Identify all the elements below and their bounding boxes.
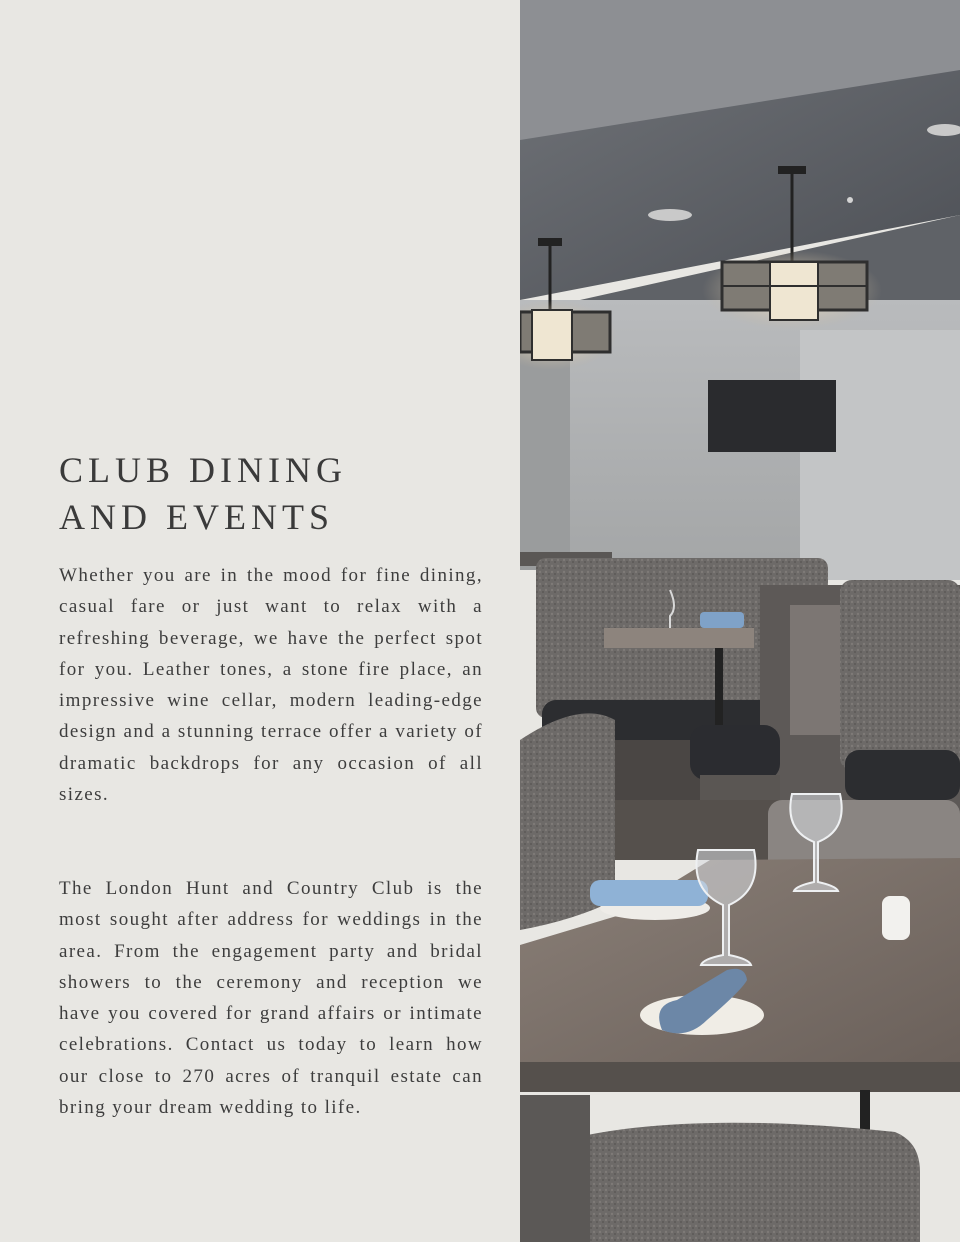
intro-paragraph: Whether you are in the mood for fine dining, casual fare or just want to relax with a refreshing beverage, we have the perfect spot for you. Leather tones, a stone fire place, an impressive wine cellar, modern leading-edge design and a stunning terrace offer a variety of dramatic backdrops for any occasion of all sizes. [59, 565, 483, 806]
dining-room-photo [520, 0, 960, 1242]
title-line-2: AND EVENTS [59, 497, 334, 537]
page-title [59, 447, 499, 541]
weddings-paragraph: The London Hunt and Country Club is the most sought after address for weddings in the area. From the engagement party and bridal showers to the ceremony and reception we have you covered for grand affairs or intimate celebrations. Contact us today to learn how our close to 270 acres of tranquil estate can bring your dream wedding to life. [59, 878, 483, 1119]
title-line-1: CLUB DINING [59, 450, 347, 490]
